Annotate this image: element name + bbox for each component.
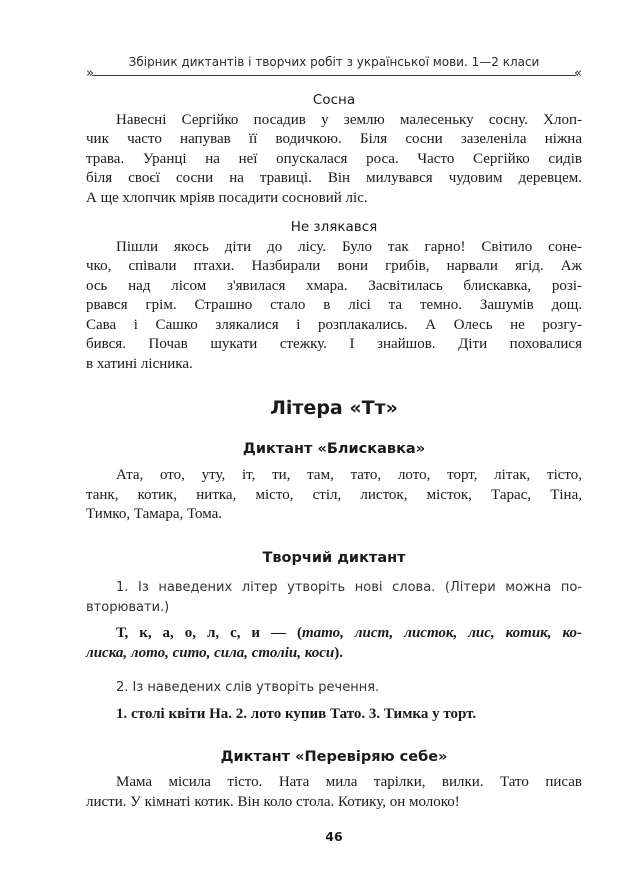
page-number: 46 <box>325 829 343 844</box>
task-line: 1. Із наведених літер утворіть нові слова. (Літери можна по- <box>116 580 582 595</box>
text-line: трава. Уранці на неї опускалася роса. Часто Сергійко сидів <box>86 150 582 167</box>
text-line: листи. У кімнаті котик. Він коло стола. Котику, он молоко! <box>86 793 460 810</box>
letters-words-1: тато, лист, листок, лис, котик, ко- <box>301 625 583 641</box>
letters-line <box>86 624 582 644</box>
text-line: біля своєї сосни на травиці. Він милувався чудовим деревцем. <box>86 170 582 186</box>
task-line: вторювати.) <box>86 599 170 615</box>
letters-words-2: лиска, лото, сито, сила, століи, коси <box>86 644 335 661</box>
text-line: Ата, ото, уту, іт, ти, там, тато, лото, торт, літак, тісто, <box>116 467 582 483</box>
header-rule <box>92 75 576 76</box>
story-title-sosna: Сосна <box>312 92 356 108</box>
text-line: бився. Почав шукати стежку. І знайшов. Діти поховалися <box>86 336 582 352</box>
text-line: Навесні Сергійко посадив у землю малесеньку сосну. Хлоп- <box>116 111 582 128</box>
text-line: в хатині лісника. <box>86 355 193 372</box>
letters-suffix: ). <box>334 644 344 661</box>
dictation-title-pereviryayu: Диктант «Перевіряю себе» <box>220 749 448 765</box>
header-quote-right: « <box>574 66 582 81</box>
dictation-text-bliskavka <box>86 466 582 525</box>
letter-heading: Літера «Тт» <box>270 397 398 419</box>
text-line: Пішли якось діти до лісу. Було так гарно! Світило соне- <box>116 238 582 255</box>
text-line: рвався грім. Страшно стало в лісі та темно. Зашумів дощ. <box>86 297 582 313</box>
text-line: чик часто напував її водичкою. Біля сосни зазеленіла ніжна <box>86 131 582 147</box>
text-line: Тимко, Тамара, Тома. <box>86 506 223 522</box>
task-2: 2. Із наведених слів утворіть речення. <box>116 680 380 695</box>
dictation-title-bliskavka: Диктант «Блискавка» <box>242 441 426 457</box>
text-line: танк, котик, нитка, місто, стіл, листок, місток, Тарас, Тіна, <box>86 486 582 503</box>
text-line: чко, співали птахи. Назбирали вони грибів, нарвали ягід. Аж <box>86 258 582 274</box>
letters-answer <box>86 624 582 663</box>
story-title-ne-zlyakavsya: Не злякався <box>290 219 378 235</box>
sentences-line: 1. столі квіти На. 2. лото купив Тато. 3. Тимка у торт. <box>116 706 477 722</box>
text-line: Мама місила тісто. Ната мила тарілки, вилки. Тато писав <box>116 774 582 790</box>
story-ne-zlyakavsya <box>86 218 582 374</box>
running-header <box>86 50 582 86</box>
creative-dictation-title: Творчий диктант <box>262 550 406 566</box>
letters-prefix: Т, к, а, о, л, с, и — ( <box>116 625 302 641</box>
text-line: ось над лісом з'явилася хмара. Засвітилась блискавка, розі- <box>86 277 582 294</box>
story-text-ne-zlyakavsya <box>86 238 582 375</box>
task-1 <box>86 578 582 617</box>
header-title: Збірник диктантів і творчих робіт з української мови. 1—2 класи <box>128 55 540 69</box>
text-line: А ще хлопчик мріяв посадити сосновий ліс. <box>86 189 368 206</box>
story-text-sosna <box>86 111 582 209</box>
story-sosna <box>86 91 582 208</box>
header-quote-left: » <box>86 66 94 81</box>
dictation-text-pereviryayu <box>86 773 582 812</box>
letters-line <box>86 644 582 664</box>
text-line: Сава і Сашко злякалися і розплакались. А Олесь не розгу- <box>86 316 582 333</box>
